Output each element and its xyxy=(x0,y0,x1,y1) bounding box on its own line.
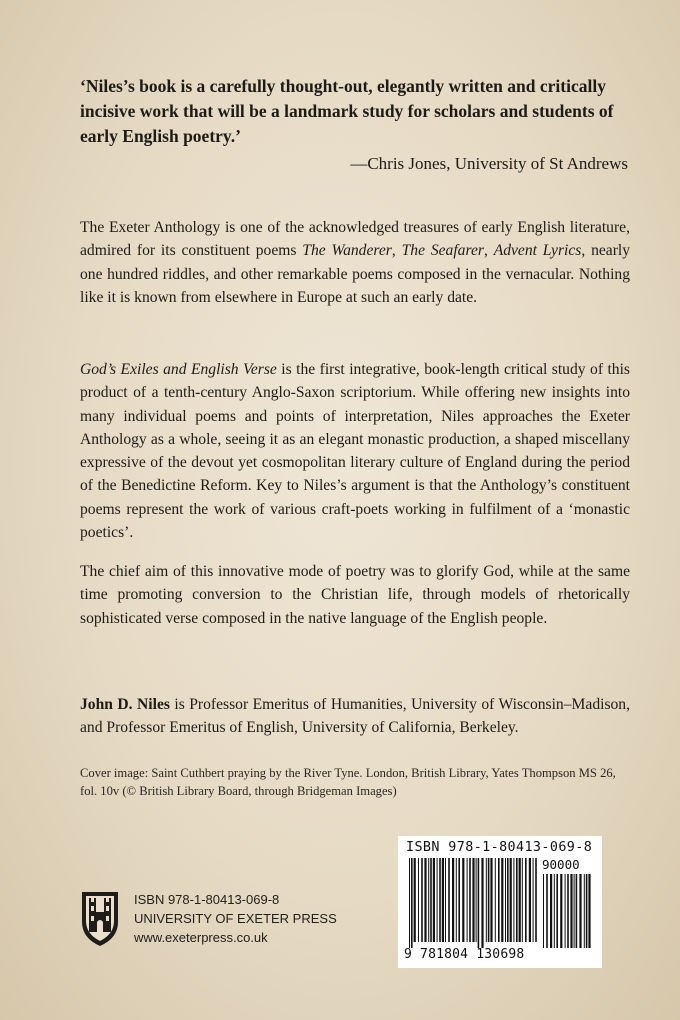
p1-separator-2: , xyxy=(483,242,494,260)
publisher-name: UNIVERSITY OF EXETER PRESS xyxy=(134,911,337,926)
barcode-price-code: 90000 xyxy=(542,857,580,872)
p1-text-a: The Exeter Anthology is one of the acknowledged treasures of early English literature, admired for its constituent poems xyxy=(80,219,630,260)
author-bio xyxy=(80,693,630,740)
description-paragraph-1 xyxy=(80,216,630,309)
publisher-lines xyxy=(134,890,337,947)
review-attribution: —Chris Jones, University of St Andrews xyxy=(350,154,628,173)
publisher-website: www.exeterpress.co.uk xyxy=(134,930,268,945)
publisher-imprint xyxy=(80,888,340,948)
publisher-isbn: ISBN 978-1-80413-069-8 xyxy=(134,892,280,907)
ean13-bars xyxy=(408,858,538,948)
author-name: John D. Niles xyxy=(80,696,170,713)
p1-separator-1: , xyxy=(391,242,402,260)
p1-text-b: , nearly one hundred riddles, and other remarkable poems composed in the vernacular. Nothing like it is known from elsewhere in Europe at such an early date. xyxy=(80,242,631,306)
p2-text: is the first integrative, book-length critical study of this product of a tenth-century Anglo-Saxon scriptorium. While offering new insights into many individual poems and points of interpretation, Niles approaches the Exeter Anthology as a whole, seeing it as an elegant monastic production, a shaped miscellany expressive of the devout yet cosmopolitan literary culture of England during the period of the Benedictine Reform. Key to Niles’s argument is that the Anthology’s constituent poems represent the work of various craft-poets working in fulfilment of a ‘monastic poetics’. xyxy=(80,361,630,542)
review-quote: ‘Niles’s book is a carefully thought-out, elegantly written and critically incisive work that will be a landmark study for scholars and students of early English poetry.’ xyxy=(80,76,614,146)
description-paragraph-2 xyxy=(80,358,630,544)
cover-image-credit: Cover image: Saint Cuthbert praying by the River Tyne. London, British Library, Yates Thompson MS 26, fol. 10v (© British Library Board, through Bridgeman Images) xyxy=(80,766,616,798)
book-title: God’s Exiles and English Verse xyxy=(80,361,277,378)
isbn-barcode xyxy=(398,836,602,968)
author-bio-text: is Professor Emeritus of Humanities, University of Wisconsin–Madison, and Professor Emeritus of English, University of California, Berkeley. xyxy=(80,696,631,737)
barcode-isbn-label: ISBN 978-1-80413-069-8 xyxy=(406,840,593,855)
poem-title-seafarer: The Seafarer xyxy=(401,242,484,260)
barcode-digits: 9 781804 130698 xyxy=(404,947,525,962)
poem-title-wanderer: The Wanderer xyxy=(302,242,392,260)
exeter-cathedral-shield-icon xyxy=(80,888,120,948)
poem-title-advent-lyrics: Advent Lyrics xyxy=(493,242,582,260)
description-paragraph-3: The chief aim of this innovative mode of poetry was to glorify God, while at the same time promoting conversion to the Christian life, through models of rhetorically sophisticated verse composed in the native language of the English people. xyxy=(80,563,630,627)
price-addon-bars xyxy=(542,874,594,948)
